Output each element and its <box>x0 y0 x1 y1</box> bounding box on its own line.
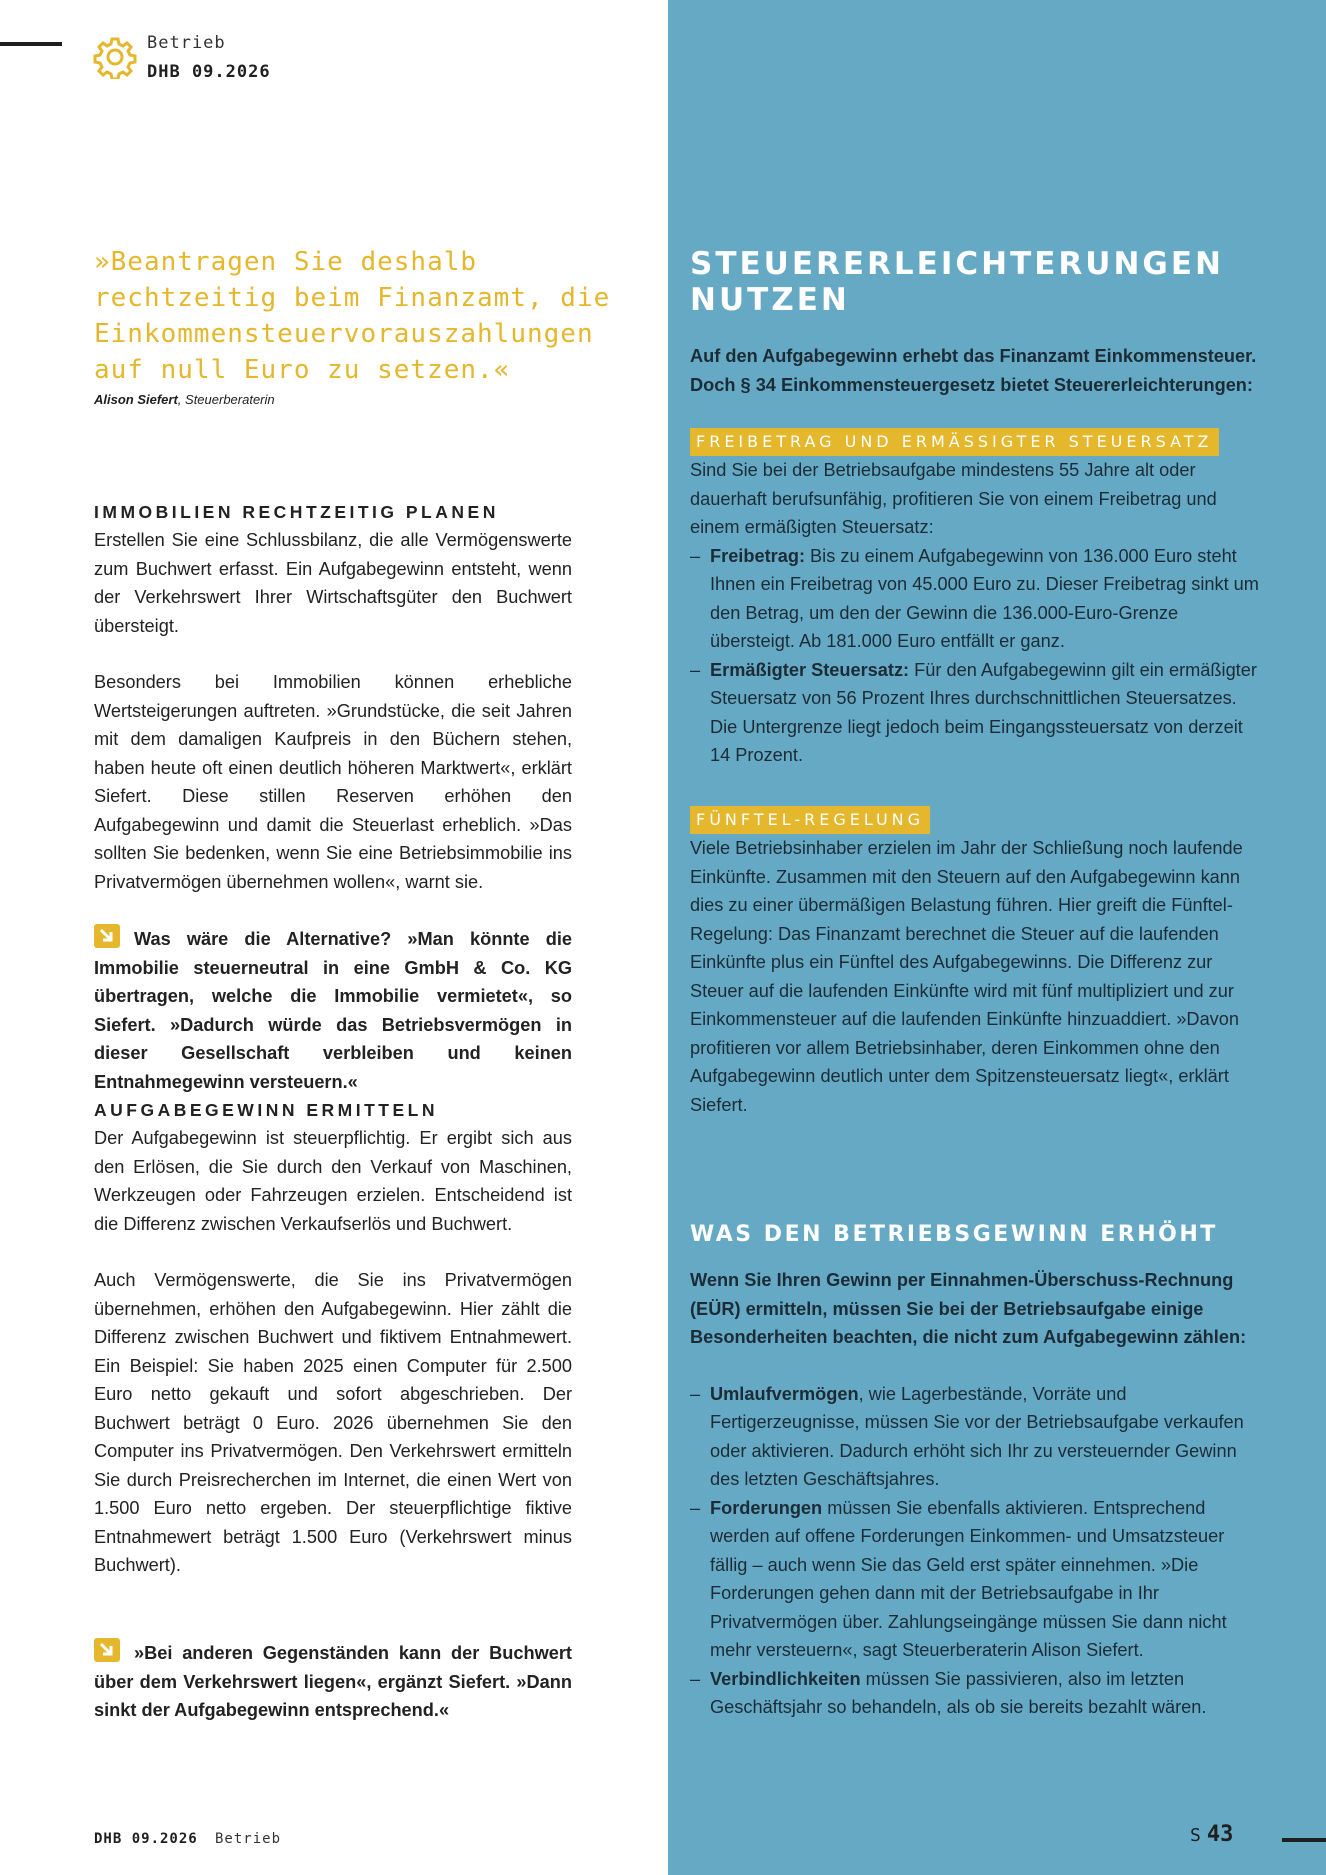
intro-text: Wenn Sie Ihren Gewinn per Einnahmen-Überschuss-Rechnung (EÜR) ermitteln, müssen Sie bei der Betriebsaufgabe einige Besonderheiten beachten, die nicht zum Aufgabegewinn zählen: <box>690 1270 1247 1347</box>
quote-source <box>94 392 275 407</box>
list-item-text: müssen Sie ebenfalls aktivieren. Entsprechend werden auf offene Forderungen Einkommen- und Umsatzsteuer fällig – auch wenn Sie das Geld erst später einnehmen. »Die Forderungen gehen dann mit der Betriebsaufgabe in Ihr Privatvermögen über. Zahlungseingänge müssen Sie dann nicht mehr versteuern«, sagt Steuerberaterin Alison Siefert. <box>710 1497 1227 1660</box>
list-item <box>690 656 1262 770</box>
arrow-down-right-icon <box>94 924 120 948</box>
section-tag: FÜNFTEL-REGELUNG <box>690 806 930 834</box>
section-label: Betrieb <box>147 33 226 53</box>
paragraph: Viele Betriebsinhaber erzielen im Jahr der Schließung noch laufende Einkünfte. Zusammen mit den Steuern auf den Aufgabegewinn kann dies zu einer übermäßigen Belastung führen. Hier greift die Fünftel-Regelung: Das Finanzamt berechnet die Steuer auf die laufenden Einkünfte plus ein Fünftel des Aufgabegewinns. Die Differenz zur Steuer auf die laufenden Einkünfte wird mit fünf multipliziert und zur Einkommensteuer auf die laufenden Einkünfte hinzuaddiert. »Davon profitieren vor allem Betriebsinhaber, deren Einkommen ohne den Aufgabegewinn deutlich unter dem Spitzensteuersatz liegt«, erklärt Siefert. <box>690 838 1243 1115</box>
footer-issue: DHB 09.2026 <box>94 1831 198 1847</box>
sidebar-section-freibetrag <box>690 427 1262 770</box>
gear-icon <box>93 35 137 79</box>
bullet-list <box>690 1380 1262 1722</box>
list-item-text: , wie Lagerbestände, Vorräte und Fertigerzeugnisse, müssen Sie vor der Betriebsaufgabe verkaufen oder aktivieren. Dadurch erhöht sich Ihr zu versteuernder Gewinn des letzten Geschäftsjahres. <box>710 1383 1244 1489</box>
list-item-label: Forderungen <box>710 1497 823 1518</box>
quote-author: Alison Siefert <box>94 392 178 407</box>
tip-text: »Bei anderen Gegenständen kann der Buchwert über dem Verkehrswert liegen«, ergänzt Siefert. »Dann sinkt der Aufgabegewinn entsprechend.« <box>94 1643 572 1720</box>
section-heading: AUFGABEGEWINN ERMITTELN <box>94 1100 438 1120</box>
list-item-text: Bis zu einem Aufgabegewinn von 136.000 Euro steht Ihnen ein Freibetrag von 45.000 Euro zu. Dieser Freibetrag sinkt um den Betrag, um den der Gewinn die 136.000-Euro-Grenze übersteigt. Ab 181.000 Euro entfällt er ganz. <box>710 545 1259 651</box>
list-item <box>690 1494 1262 1665</box>
section-aufgabegewinn <box>94 1096 572 1580</box>
intro-text: Auf den Aufgabegewinn erhebt das Finanzamt Einkommensteuer. Doch § 34 Einkommensteuergesetz bietet Steuererleichterungen: <box>690 346 1257 395</box>
list-item-text: müssen Sie passivieren, also im letzten Geschäftsjahr so behandeln, als ob sie bereits bezahlt wären. <box>710 1668 1207 1717</box>
paragraph: Auch Vermögenswerte, die Sie ins Privatvermögen übernehmen, erhöhen den Aufgabegewinn. Hier zählt die Differenz zwischen Buchwert und fiktivem Entnahmewert. Ein Beispiel: Sie haben 2025 einen Computer für 2.500 Euro netto gekauft und sofort abgeschrieben. Der Buchwert beträgt 0 Euro. 2026 übernehmen Sie den Computer ins Privatvermögen. Den Verkehrswert ermitteln Sie durch Preisrecherchen im Internet, die einen Wert von 1.500 Euro netto ergeben. Der steuerpflichtige fiktive Entnahmewert beträgt 1.500 Euro (Verkehrswert minus Buchwert). <box>94 1270 572 1575</box>
sidebar-intro <box>690 342 1262 399</box>
list-item-label: Ermäßigter Steuersatz: <box>710 659 910 680</box>
bullet-list <box>690 542 1262 770</box>
list-item-label: Umlaufvermögen <box>710 1383 859 1404</box>
bottom-rule <box>1282 1838 1326 1842</box>
tip-box <box>94 1638 572 1725</box>
sidebar-section-betriebsgewinn <box>690 1266 1262 1722</box>
section-immobilien <box>94 498 572 896</box>
pull-quote: »Beantragen Sie deshalb rechtzeitig beim Finanzamt, die Einkommensteuervorauszahlungen auf null Euro zu setzen.« <box>94 247 611 385</box>
list-item <box>690 1665 1262 1722</box>
tip-box <box>94 924 572 1096</box>
list-item <box>690 542 1262 656</box>
page-number-value: 43 <box>1206 1822 1234 1847</box>
page-number <box>1190 1822 1233 1847</box>
issue-label: DHB 09.2026 <box>147 62 271 82</box>
section-heading: IMMOBILIEN RECHTZEITIG PLANEN <box>94 502 499 522</box>
paragraph: Besonders bei Immobilien können erhebliche Wertsteigerungen auftreten. »Grundstücke, die seit Jahren mit dem damaligen Kaufpreis in den Büchern stehen, haben heute oft einen deutlich höheren Marktwert«, erklärt Siefert. Diese stillen Reserven erhöhen den Aufgabegewinn und damit die Steuerlast erheblich. »Das sollten Sie bedenken, wenn Sie eine Betriebsimmobilie ins Privatvermögen übernehmen wollen«, warnt sie. <box>94 672 572 892</box>
top-rule <box>0 42 62 46</box>
tip-text: Was wäre die Alternative? »Man könnte die Immobilie steuerneutral in eine GmbH & Co. KG übertragen, welche die Immobilie vermietet«, so Siefert. »Dadurch würde das Betriebsvermögen in dieser Gesellschaft verbleiben und keinen Entnahmegewinn versteuern.« <box>94 929 572 1092</box>
sidebar-section-fuenftel <box>690 805 1262 1119</box>
list-item-label: Freibetrag: <box>710 545 805 566</box>
list-item-label: Verbindlichkeiten <box>710 1668 861 1689</box>
footer-section: Betrieb <box>215 1831 282 1847</box>
paragraph: Sind Sie bei der Betriebsaufgabe mindestens 55 Jahre alt oder dauerhaft berufsunfähig, profitieren Sie von einem Freibetrag und einem ermäßigten Steuersatz: <box>690 460 1217 537</box>
paragraph: Erstellen Sie eine Schlussbilanz, die alle Vermögenswerte zum Buchwert erfasst. Ein Aufgabegewinn entsteht, wenn der Verkehrswert Ihrer Wirtschaftsgüter den Buchwert übersteigt. <box>94 530 572 636</box>
section-tag: FREIBETRAG UND ERMÄSSIGTER STEUERSATZ <box>690 428 1219 456</box>
sidebar-title: STEUERERLEICHTERUNGEN NUTZEN <box>690 246 1224 318</box>
quote-role: , Steuerberaterin <box>177 392 275 407</box>
list-item-text: Für den Aufgabegewinn gilt ein ermäßigter Steuersatz von 56 Prozent Ihres durchschnittlichen Steuersatzes. Die Untergrenze liegt jedoch beim Eingangssteuersatz von derzeit 14 Prozent. <box>710 659 1257 765</box>
list-item <box>690 1380 1262 1494</box>
sidebar-subtitle: WAS DEN BETRIEBSGEWINN ERHÖHT <box>690 1222 1218 1247</box>
paragraph: Der Aufgabegewinn ist steuerpflichtig. Er ergibt sich aus den Erlösen, die Sie durch den Verkauf von Maschinen, Werkzeugen oder Fahrzeugen erzielen. Entscheidend ist die Differenz zwischen Verkaufserlös und Buchwert. <box>94 1128 572 1234</box>
page-prefix: S <box>1190 1825 1201 1846</box>
arrow-down-right-icon <box>94 1638 120 1662</box>
